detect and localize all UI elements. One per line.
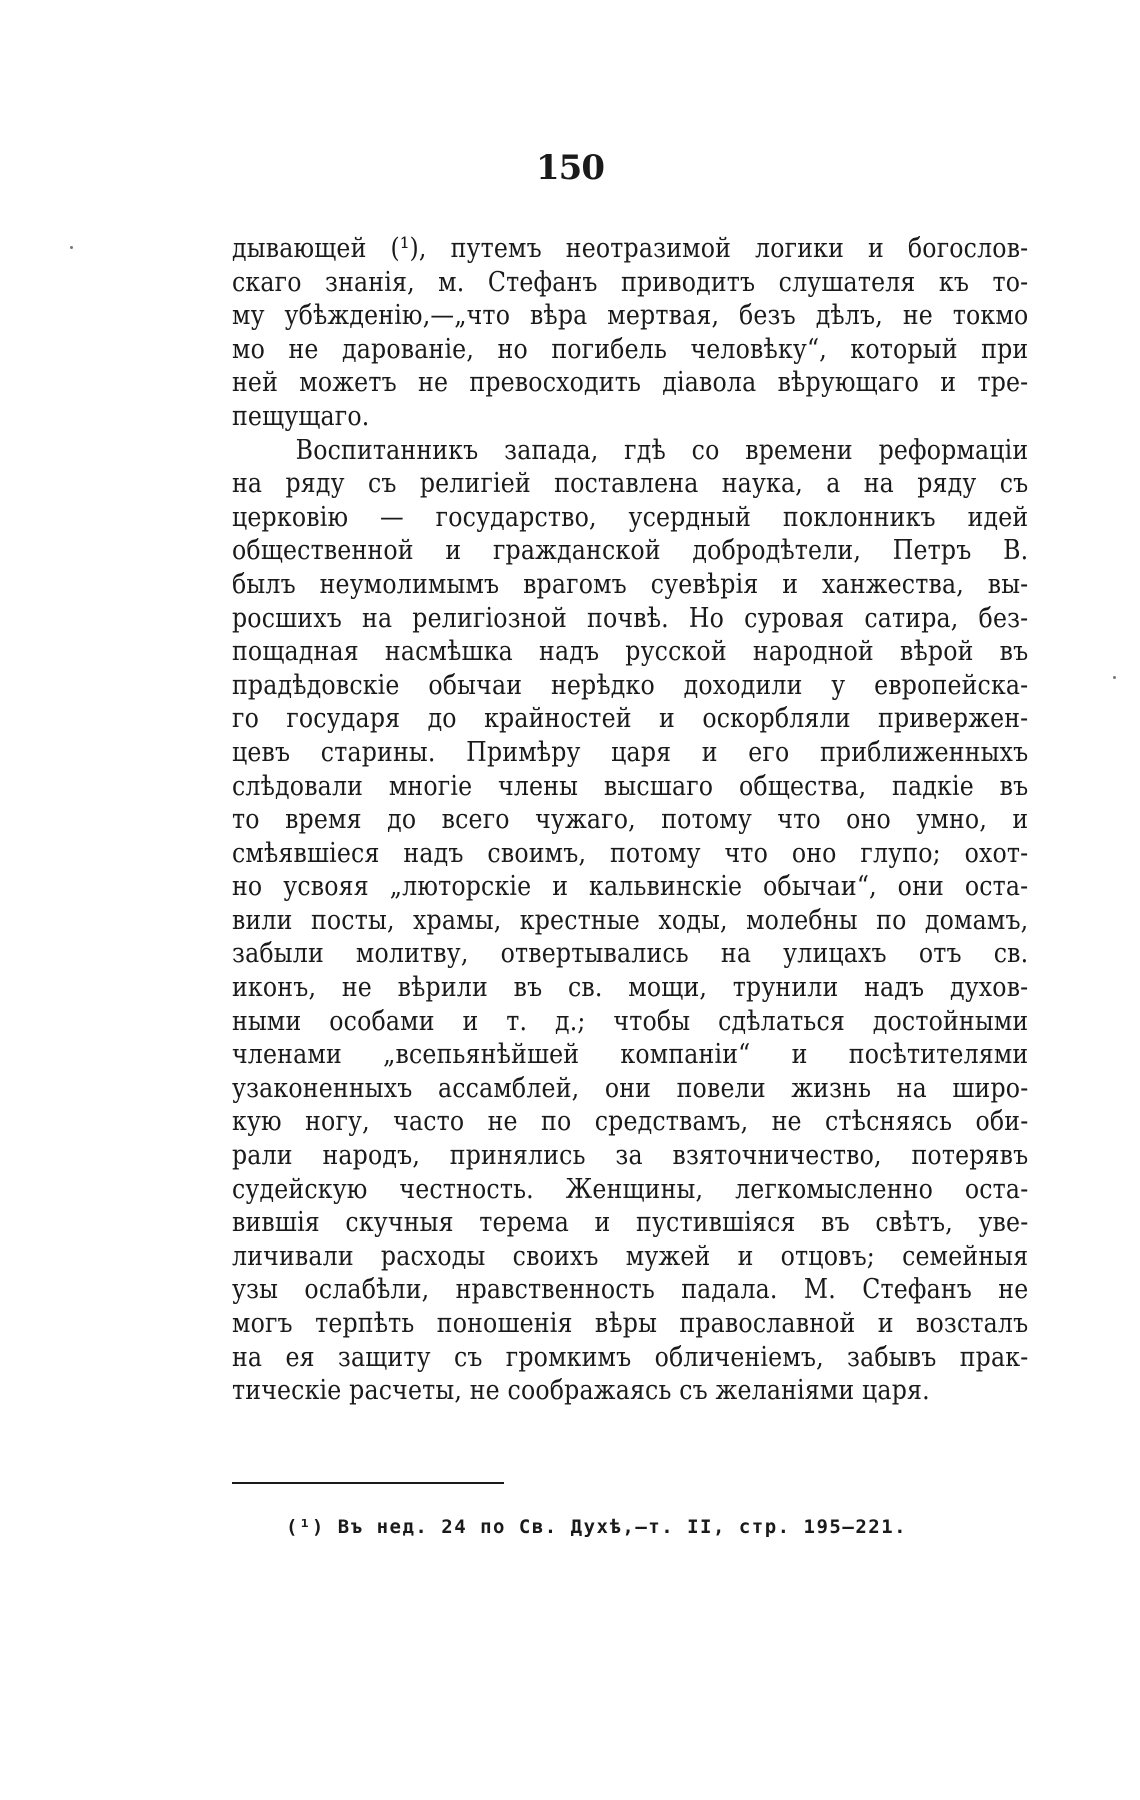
text-line: забыли молитву, отвертывались на улицахъ отъ св. [232,937,1029,970]
scan-speck [1113,676,1116,679]
text-line: Воспитанникъ запада, гдѣ со времени реформаціи [295,433,1029,466]
text-line: цевъ старины. Примѣру царя и его приближенныхъ [232,735,1029,768]
footnote: (¹) Въ нед. 24 по Св. Духѣ,—т. II, стр. 195—221. [286,1516,908,1538]
text-line: дывающей (¹), путемъ неотразимой логики и богослов- [232,232,1029,264]
page-number: 150 [536,148,604,188]
text-line: прадѣдовскіе обычаи нерѣдко доходили у европейска- [232,668,1029,701]
text-line: общественной и гражданской добродѣтели, Петръ В. [232,534,1029,567]
text-line: узаконенныхъ ассамблей, они повели жизнь на широ- [232,1071,1029,1104]
text-line: личивали расходы своихъ мужей и отцовъ; семейныя [232,1239,1029,1272]
text-line: могъ терпѣть поношенія вѣры православной и возсталъ [232,1307,1029,1339]
text-line: узы ослабѣли, нравственность падала. М. Стефанъ не [232,1273,1029,1306]
footnote-divider [232,1482,504,1484]
body-text [232,232,1029,1408]
text-line: членами „всепьянѣйшей компаніи“ и посѣтителями [232,1038,1029,1071]
text-line: на ея защиту съ громкимъ обличеніемъ, забывъ прак- [232,1340,1029,1373]
text-line: вившія скучныя терема и пустившіяся въ свѣтъ, уве- [232,1206,1029,1239]
text-line: но усвояя „люторскіе и кальвинскіе обычаи“, они оста- [232,870,1029,903]
text-line: пощадная насмѣшка надъ русской народной вѣрой въ [232,635,1029,668]
text-line: ными особами и т. д.; чтобы сдѣлаться достойными [232,1004,1029,1037]
text-line: тическіе расчеты, не соображаясь съ желаніями царя. [232,1374,930,1407]
text-line: пещущаго. [232,399,370,432]
text-line: скаго знанія, м. Стефанъ приводитъ слушателя къ то- [232,265,1029,298]
text-line: му убѣжденію,—„что вѣра мертвая, безъ дѣлъ, не токмо [232,299,1029,332]
text-line: на ряду съ религіей поставлена наука, а на ряду съ [232,467,1029,500]
text-line: ней можетъ не превосходить діавола вѣрующаго и тре- [232,366,1029,399]
text-line: рали народъ, принялись за взяточничество, потерявъ [232,1139,1029,1172]
scan-speck [70,246,73,249]
text-line: то время до всего чужаго, потому что оно умно, и [232,803,1029,836]
text-line: былъ неумолимымъ врагомъ суевѣрія и ханжества, вы- [232,567,1029,600]
text-line: мо не дарованіе, но погибель человѣку“, который при [232,332,1029,365]
text-line: вили посты, храмы, крестные ходы, молебны по домамъ, [232,903,1029,936]
text-line: кую ногу, часто не по средствамъ, не стѣсняясь оби- [232,1105,1029,1138]
text-line: смѣявшіеся надъ своимъ, потому что оно глупо; охот- [232,836,1029,869]
text-line: слѣдовали многіе члены высшаго общества, падкіе въ [232,769,1029,802]
text-line: церковію — государство, усердный поклонникъ идей [232,500,1029,533]
text-line: судейскую честность. Женщины, легкомысленно оста- [232,1172,1029,1205]
text-line: иконъ, не вѣрили въ св. мощи, трунили надъ духов- [232,971,1029,1004]
text-line: росшихъ на религіозной почвѣ. Но суровая сатира, без- [232,601,1029,634]
text-line: го государя до крайностей и оскорбляли привержен- [232,702,1029,735]
